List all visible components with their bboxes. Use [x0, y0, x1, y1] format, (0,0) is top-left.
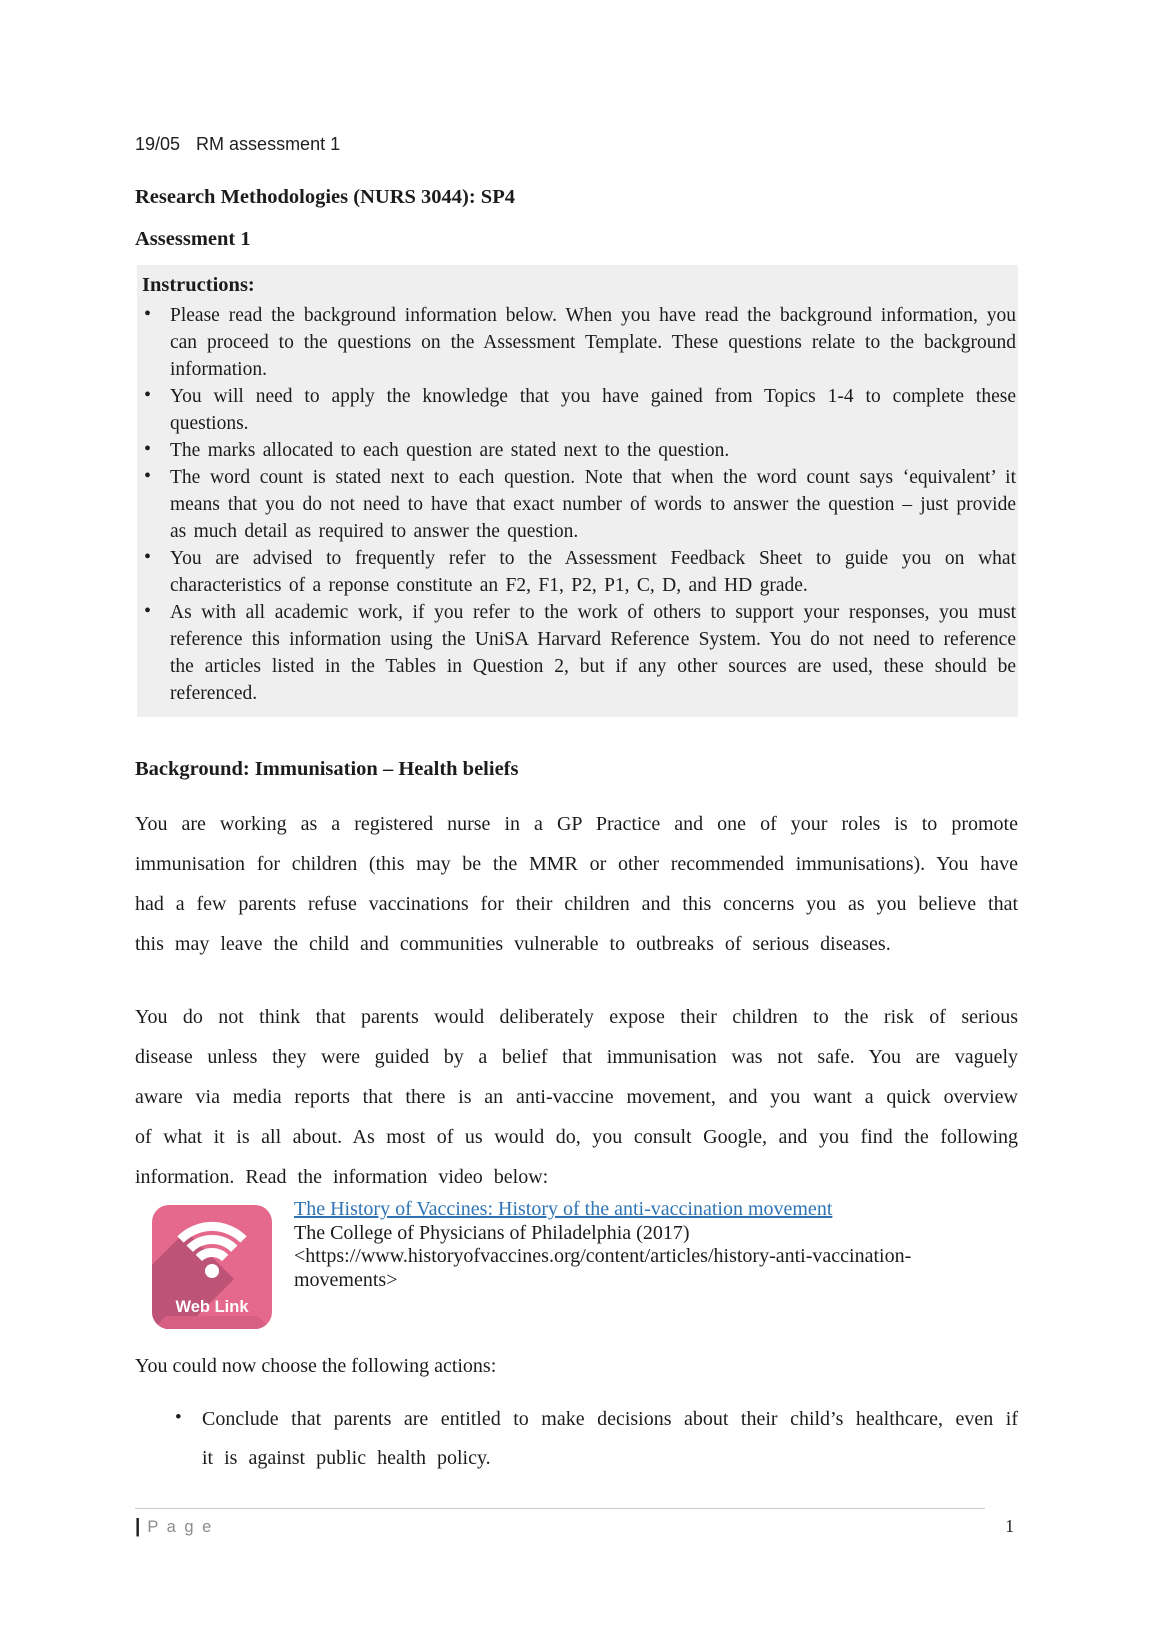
- course-title: Research Methodologies (NURS 3044): SP4: [135, 186, 515, 208]
- footer-page-label: [135, 1516, 213, 1538]
- action-item: • Conclude that parents are entitled to make decisions about their child’s healthcare, even if it is against public health policy.: [135, 1400, 1018, 1478]
- actions-list: [135, 1400, 1018, 1478]
- weblink-citation: [294, 1198, 1000, 1292]
- footer-divider: [135, 1508, 985, 1509]
- instructions-heading: Instructions:: [142, 274, 255, 296]
- background-paragraph: You do not think that parents would deliberately expose their children to the risk of serious disease unless they were guided by a belief that immunisation was not safe. You are vaguely aware via media reports that there is an anti-vaccine movement, and you want a quick overview of what it is all about. As most of us would do, you consult Google, and you find the following information. Read the information video below:: [135, 1006, 1018, 1188]
- footer-page-word: P a g e: [147, 1518, 214, 1536]
- page-content: [135, 0, 1018, 1478]
- background-heading: Background: Immunisation – Health beliefs: [135, 758, 519, 780]
- instruction-item: • Please read the background information below. When you have read the background information, you can proceed to the questions on the Assessment Template. These questions relate to the background information.: [142, 302, 1016, 383]
- background-paragraph: You are working as a registered nurse in a GP Practice and one of your roles is to promote immunisation for children (this may be the MMR or other recommended immunisations). You have had a few parents refuse vaccinations for their children and this concerns you as you believe that this may leave the child and communities vulnerable to outbreaks of serious diseases.: [135, 813, 1018, 955]
- web-link-icon-label: Web Link: [175, 1298, 249, 1316]
- instructions-box: [137, 265, 1018, 717]
- page-number: 1: [1005, 1516, 1014, 1536]
- instruction-item: • You will need to apply the knowledge that you have gained from Topics 1-4 to complete these questions.: [142, 383, 1016, 437]
- instruction-item: • The marks allocated to each question are stated next to the question.: [142, 437, 1016, 464]
- actions-intro: You could now choose the following actions:: [135, 1355, 497, 1377]
- footer-row: [135, 1516, 1018, 1538]
- instruction-item: • You are advised to frequently refer to the Assessment Feedback Sheet to guide you on what characteristics of a reponse constitute an F2, F1, P2, P1, C, D, and HD grade.: [142, 545, 1016, 599]
- weblink-attribution: The College of Physicians of Philadelphia (2017): [294, 1221, 690, 1244]
- footer-bar: |: [135, 1516, 141, 1537]
- instructions-list: [142, 302, 1016, 707]
- assessment-subtitle: Assessment 1: [135, 228, 251, 250]
- header-note: [135, 132, 1018, 156]
- page-footer: [135, 1508, 1018, 1538]
- weblink-url: <https://www.historyofvaccines.org/content/articles/history-anti-vaccination-movements>: [294, 1245, 912, 1291]
- web-link-icon: [152, 1205, 272, 1329]
- instruction-item: • The word count is stated next to each question. Note that when the word count says ‘equivalent’ it means that you do not need to have that exact number of words to answer the question – just provide as much detail as required to answer the question.: [142, 464, 1016, 545]
- instruction-item: • As with all academic work, if you refer to the work of others to support your responses, you must reference this information using the UniSA Harvard Reference System. You do not need to reference the articles listed in the Tables in Question 2, but if any other sources are used, these should be referenced.: [142, 599, 1016, 707]
- weblink-block: [135, 1198, 1018, 1329]
- header-date: 19/05: [135, 134, 181, 154]
- history-of-vaccines-link[interactable]: The History of Vaccines: History of the anti-vaccination movement: [294, 1198, 833, 1220]
- header-label: RM assessment 1: [196, 134, 341, 154]
